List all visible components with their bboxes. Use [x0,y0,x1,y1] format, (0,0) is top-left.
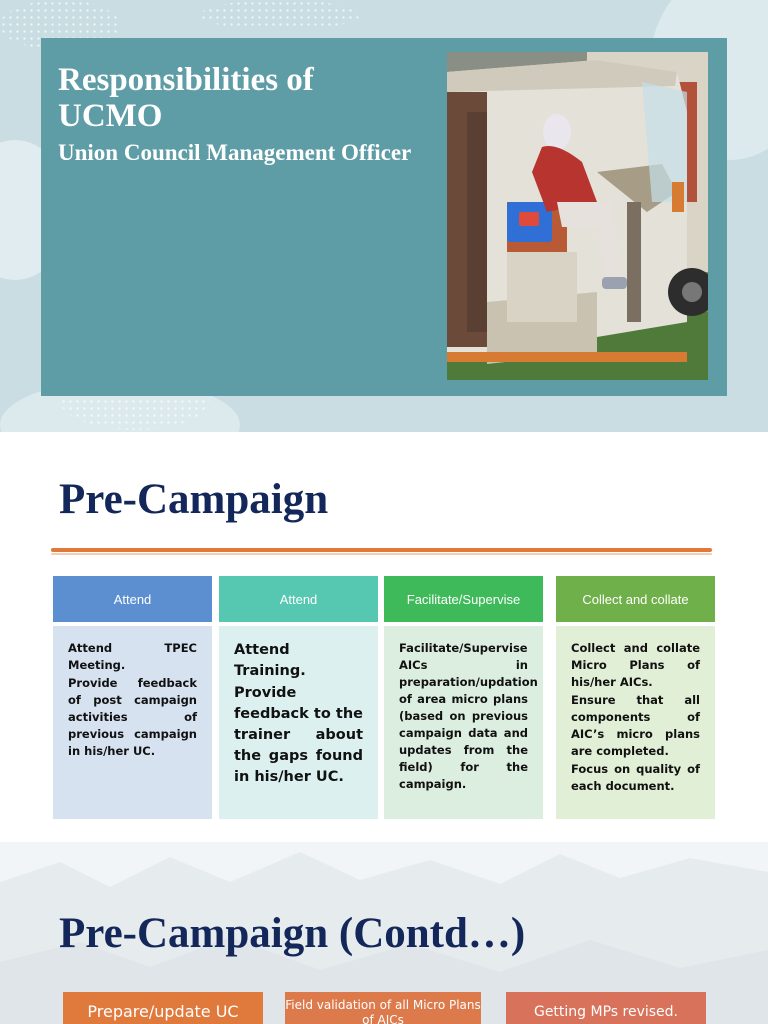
column-header: Attend [219,576,378,622]
column-line: Collect and collate Micro Plans of his/her AICs. [571,641,700,689]
column-body [384,626,543,819]
column-line: Focus on quality of each document. [571,762,700,793]
slide-pre-campaign-contd [0,842,768,1024]
slide-title-text: Responsibilities of UCMO [58,62,314,134]
column-line: Attend Training. [234,642,306,679]
mps-revised-button[interactable]: Getting MPs revised. [506,992,706,1024]
column-header: Facilitate/Supervise [384,576,543,622]
slide-heading: Pre-Campaign [59,476,329,523]
column-header: Collect and collate [556,576,715,622]
slide-heading: Pre-Campaign (Contd…) [59,910,526,957]
prepare-uc-button[interactable]: Prepare/update UC [63,992,263,1024]
heading-underline [51,548,712,552]
slide-pre-campaign [0,432,768,842]
column-body [53,626,212,819]
column-body [556,626,715,819]
column-line: Ensure that all components of AIC’s micro plans are completed. [571,693,700,758]
column-header: Attend [53,576,212,622]
slide-title [0,0,768,432]
responsibility-column-facilitate [384,576,543,819]
column-line: Facilitate/Supervise AICs in preparation/updation of area micro plans (based on previous campaign data and updates from the field) for the campaign. [399,641,538,791]
responsibility-column-attend-tpec [53,576,212,819]
field-validation-button[interactable]: Field validation of all Micro Plans of AICs [285,992,481,1024]
decorative-dots [200,0,360,30]
responsibility-column-collect [556,576,715,819]
rickshaw-photo [447,52,708,380]
column-body [219,626,378,819]
slide-subtitle-text: Union Council Management Officer [58,140,412,165]
heading-underline-shadow [51,553,712,555]
column-line: Provide feedback to the trainer about the gaps found in his/her UC. [234,685,363,785]
responsibility-column-attend-training [219,576,378,819]
column-line: Attend TPEC Meeting. [68,641,197,672]
column-line: Provide feedback of post campaign activities of previous campaign in his/her UC. [68,676,197,758]
